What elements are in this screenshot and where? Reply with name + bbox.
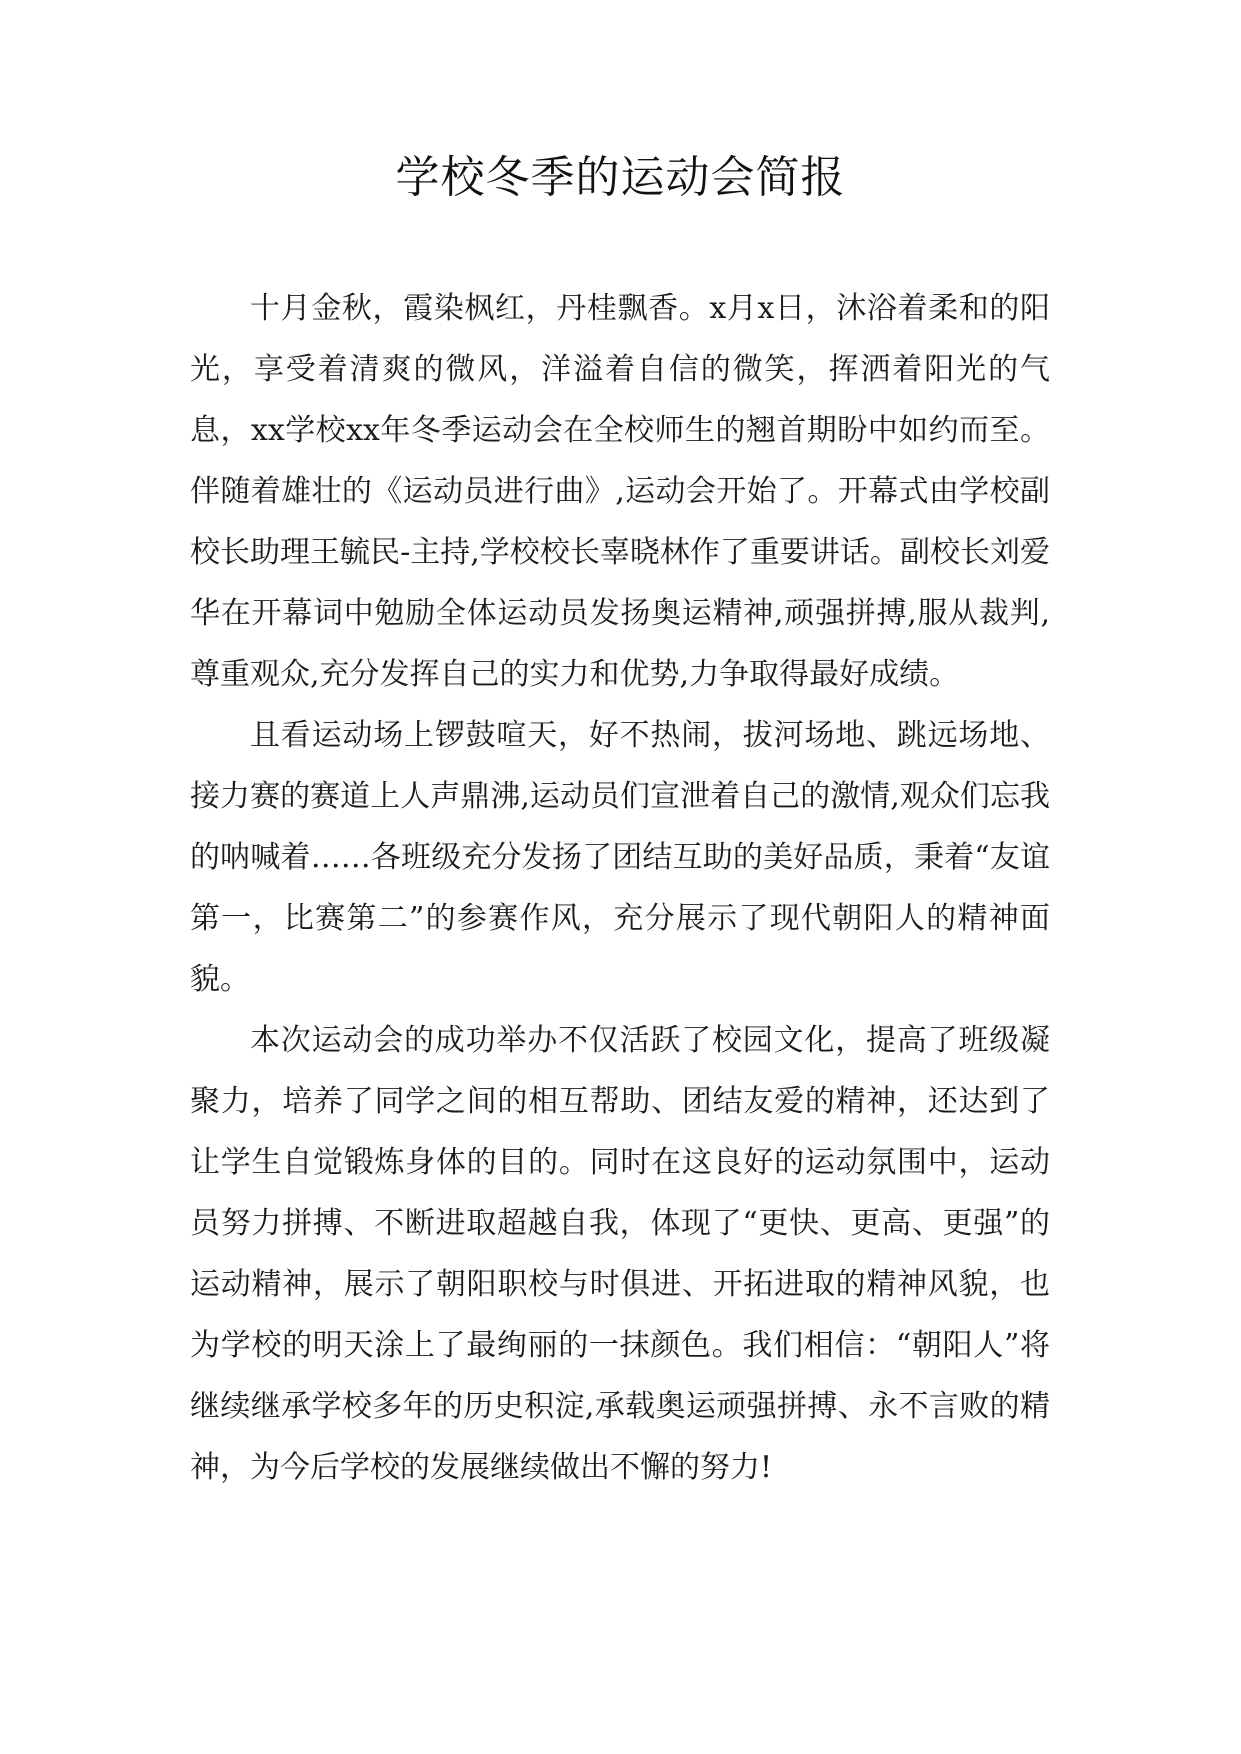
document-body	[190, 278, 1050, 1498]
paragraph-opening-ceremony: 十月金秋，霞染枫红，丹桂飘香。x月x日，沐浴着柔和的阳光，享受着清爽的微风，洋溢着自信的微笑，挥洒着阳光的气息，xx学校xx年冬季运动会在全校师生的翘首期盼中如约而至。伴随着雄壮的《运动员进行曲》,运动会开始了。开幕式由学校副校长助理王毓民-主持,学校校长辜晓林作了重要讲话。副校长刘爱华在开幕词中勉励全体运动员发扬奥运精神,顽强拼搏,服从裁判,尊重观众,充分发挥自己的实力和优势,力争取得最好成绩。	[190, 291, 1050, 692]
document-title: 学校冬季的运动会简报	[395, 152, 846, 203]
paragraph-sports-field: 且看运动场上锣鼓喧天，好不热闹，拔河场地、跳远场地、接力赛的赛道上人声鼎沸,运动员们宣泄着自己的激情,观众们忘我的呐喊着……各班级充分发扬了团结互助的美好品质，秉着“友谊第一，比赛第二”的参赛作风，充分展示了现代朝阳人的精神面貌。	[190, 718, 1050, 997]
paragraph-summary: 本次运动会的成功举办不仅活跃了校园文化，提高了班级凝聚力，培养了同学之间的相互帮助、团结友爱的精神，还达到了让学生自觉锻炼身体的目的。同时在这良好的运动氛围中，运动员努力拼搏、不断进取超越自我，体现了“更快、更高、更强”的运动精神，展示了朝阳职校与时俱进、开拓进取的精神风貌，也为学校的明天涂上了最绚丽的一抹颜色。我们相信：“朝阳人”将继续继承学校多年的历史积淀,承载奥运顽强拼搏、永不言败的精神，为今后学校的发展继续做出不懈的努力!	[190, 1023, 1050, 1485]
